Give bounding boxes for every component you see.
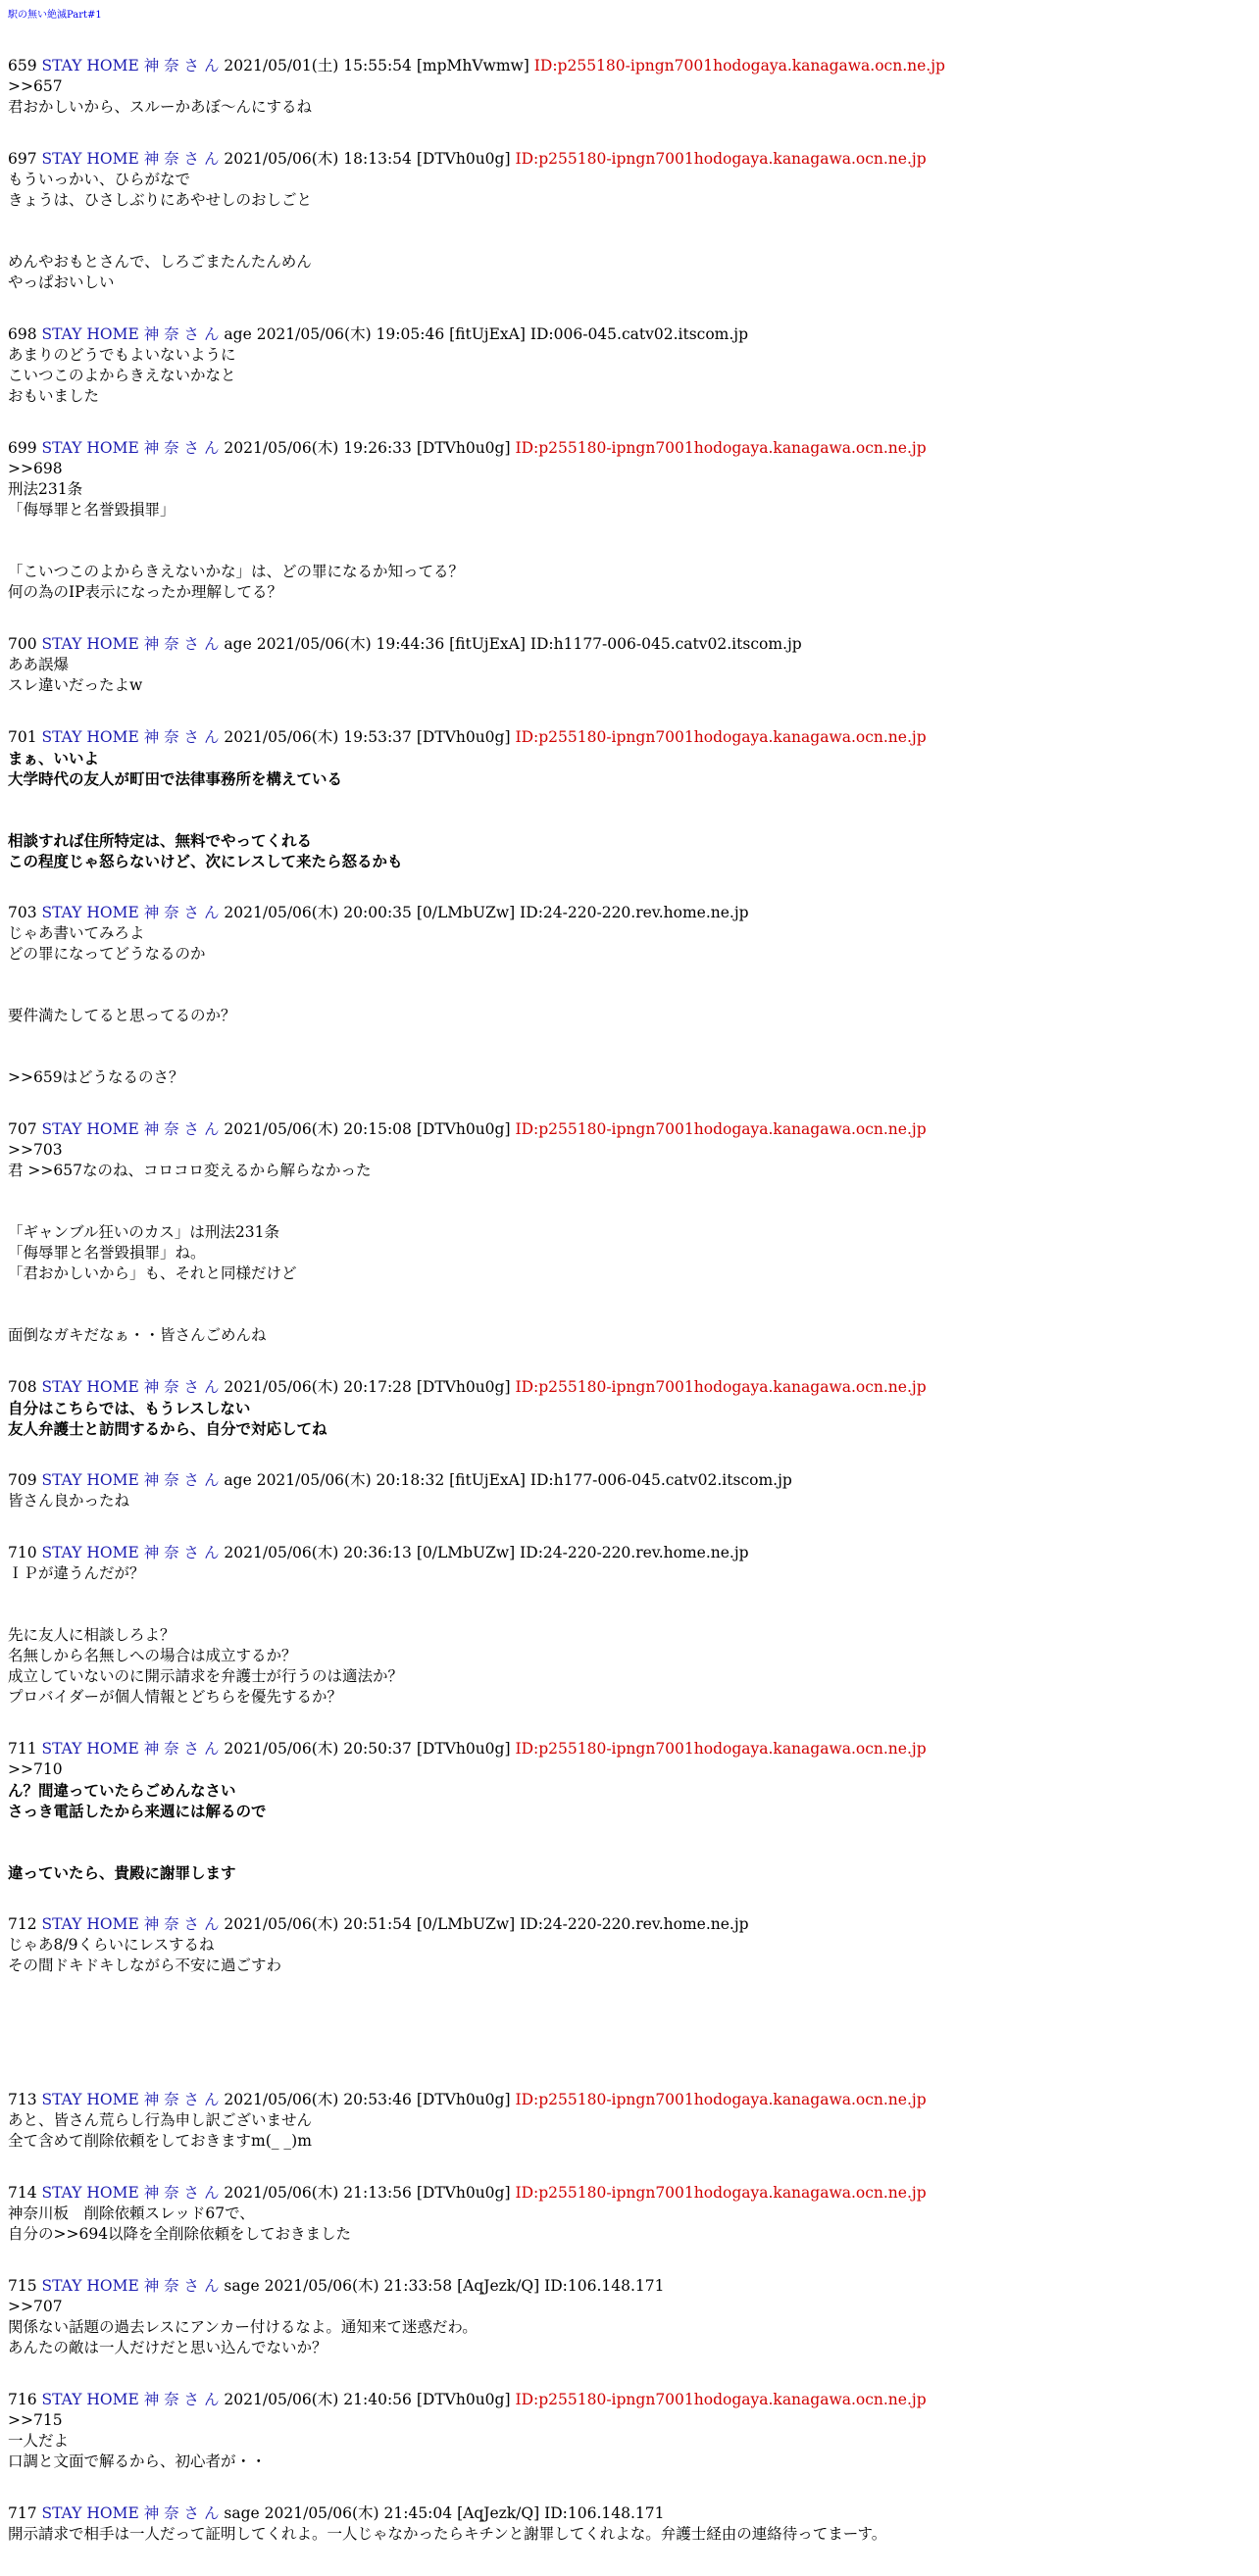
post-text-line: じゃあ書いてみろよ bbox=[8, 924, 145, 942]
post-date: 2021/05/06(木) 21:33:58 bbox=[264, 2277, 453, 2295]
post-text-line: この程度じゃ怒らないけど、次にレスして来たら怒るかも bbox=[8, 852, 403, 870]
blank-line bbox=[8, 965, 1251, 985]
post-id[interactable]: ID:p255180-ipngn7001hodogaya.kanagawa.ocn.ne.jp bbox=[515, 1378, 927, 1396]
post-text-line: 面倒なガキだなぁ・・皆さんごめんね bbox=[8, 1326, 267, 1344]
post-text-line: おもいました bbox=[8, 387, 100, 405]
reply-anchor-link[interactable]: >>703 bbox=[8, 1141, 63, 1159]
post-text-line: あと、皆さん荒らし行為申し訳ございません bbox=[8, 2111, 313, 2129]
blank-line bbox=[8, 541, 1251, 562]
blank-line bbox=[8, 1047, 1251, 1067]
post-trip: [mpMhVwmw] bbox=[416, 57, 529, 74]
post-text-line: 関係ない話題の過去レスにアンカー付けるなよ。通知来て迷惑だわ。 bbox=[8, 2318, 478, 2336]
post-text-line: 「ギャンブル狂いのカス」は刑法231条 bbox=[8, 1223, 279, 1241]
post-header bbox=[8, 2183, 1251, 2204]
post-author-name[interactable]: STAY HOME 神 奈 さ ん bbox=[41, 1471, 220, 1489]
post-header bbox=[8, 56, 1251, 76]
post-text-line: 「こいつこのよからきえないかな」は、どの罪になるか知ってる？ bbox=[8, 563, 465, 580]
post-header bbox=[8, 634, 1251, 655]
post-trip: [DTVh0u0g] bbox=[416, 1120, 511, 1138]
post-number[interactable]: 714 bbox=[8, 2184, 37, 2202]
post-author-name[interactable]: STAY HOME 神 奈 さ ん bbox=[41, 1544, 220, 1561]
post-id[interactable]: ID:h1177-006-045.catv02.itscom.jp bbox=[529, 635, 802, 653]
post-text-line: 「侮辱罪と名誉毀損罪」ね。 bbox=[8, 1244, 206, 1262]
post-date: 2021/05/06(木) 19:05:46 bbox=[256, 325, 445, 343]
blank-line bbox=[8, 1584, 1251, 1605]
post bbox=[8, 2090, 1251, 2152]
post-date: 2021/05/06(木) 20:18:32 bbox=[256, 1471, 445, 1489]
blank-line bbox=[8, 520, 1251, 541]
post-mail: sage bbox=[224, 2277, 260, 2295]
post-text-line: あんたの敵は一人だけだと思い込んでないか？ bbox=[8, 2339, 327, 2356]
post-text-line: 自分はこちらでは、もうレスしない bbox=[8, 1399, 251, 1417]
post-number[interactable]: 717 bbox=[8, 2504, 37, 2522]
blank-line bbox=[8, 1605, 1251, 1625]
post-trip: [0/LMbUZw] bbox=[416, 1915, 516, 1933]
post-header bbox=[8, 1119, 1251, 1140]
post-header bbox=[8, 1470, 1251, 1491]
post-header bbox=[8, 1377, 1251, 1398]
post-author-name[interactable]: STAY HOME 神 奈 さ ん bbox=[41, 2184, 220, 2202]
post-body bbox=[8, 1935, 1251, 2058]
post-author-name[interactable]: STAY HOME 神 奈 さ ん bbox=[41, 635, 220, 653]
post-number[interactable]: 715 bbox=[8, 2277, 37, 2295]
post-trip: [0/LMbUZw] bbox=[416, 1544, 516, 1561]
post-body bbox=[8, 1759, 1251, 1883]
post-text-line: その間ドキドキしながら不安に過ごすわ bbox=[8, 1957, 282, 1974]
post-text-line: 君 >>657なのね、コロコロ変えるから解らなかった bbox=[8, 1162, 372, 1179]
blank-line bbox=[8, 1026, 1251, 1047]
post-text-line: 要件満たしてると思ってるのか？ bbox=[8, 1007, 236, 1024]
blank-line bbox=[8, 2017, 1251, 2038]
post-text-line: >>659はどうなるのさ？ bbox=[8, 1068, 184, 1086]
post bbox=[8, 56, 1251, 118]
post-number[interactable]: 698 bbox=[8, 325, 37, 343]
post-text-line: 名無しから名無しへの場合は成立するか？ bbox=[8, 1647, 297, 1664]
post bbox=[8, 2276, 1251, 2358]
post-body bbox=[8, 2110, 1251, 2152]
post-trip: [DTVh0u0g] bbox=[416, 150, 511, 168]
reply-anchor-link[interactable]: >>710 bbox=[8, 1760, 63, 1778]
post bbox=[8, 634, 1251, 696]
post-text-line: 口調と文面で解るから、初心者が・・ bbox=[8, 2452, 267, 2470]
post-text-line: ああ誤爆 bbox=[8, 656, 70, 673]
post-trip: [DTVh0u0g] bbox=[416, 439, 511, 457]
post-mail: age bbox=[224, 325, 252, 343]
post-header bbox=[8, 149, 1251, 170]
post-body bbox=[8, 170, 1251, 293]
post-body bbox=[8, 748, 1251, 871]
post-body bbox=[8, 1563, 1251, 1708]
post-text-line: 刑法231条 bbox=[8, 480, 83, 498]
post-number[interactable]: 697 bbox=[8, 150, 37, 168]
post-author-name[interactable]: STAY HOME 神 奈 さ ん bbox=[41, 150, 220, 168]
post-body bbox=[8, 2410, 1251, 2472]
post-text-line: あまりのどうでもよいないように bbox=[8, 346, 236, 364]
post-header bbox=[8, 2390, 1251, 2410]
post-author-name[interactable]: STAY HOME 神 奈 さ ん bbox=[41, 57, 220, 74]
post-date: 2021/05/06(木) 20:36:13 bbox=[224, 1544, 412, 1561]
blank-line bbox=[8, 1821, 1251, 1842]
post-body bbox=[8, 2524, 1251, 2545]
post-trip: [fitUjExA] bbox=[449, 1471, 526, 1489]
post-header bbox=[8, 2503, 1251, 2524]
post-number[interactable]: 712 bbox=[8, 1915, 37, 1933]
post-trip: [DTVh0u0g] bbox=[416, 1378, 511, 1396]
post-id[interactable]: ID:p255180-ipngn7001hodogaya.kanagawa.ocn.ne.jp bbox=[515, 1120, 927, 1138]
post-number[interactable]: 713 bbox=[8, 2091, 37, 2108]
post-id[interactable]: ID:106.148.171 bbox=[544, 2277, 665, 2295]
post-trip: [DTVh0u0g] bbox=[416, 2391, 511, 2408]
post-text-line: 開示請求で相手は一人だって証明してくれよ。一人じゃなかったらキチンと謝罪してくれよな。弁護士経由の連絡待ってまーす。 bbox=[8, 2525, 887, 2543]
post-text-line: 自分の>>694以降を全削除依頼をしておきました bbox=[8, 2225, 352, 2243]
blank-line bbox=[8, 1181, 1251, 1202]
post-date: 2021/05/06(木) 19:44:36 bbox=[256, 635, 445, 653]
post-id[interactable]: ID:p255180-ipngn7001hodogaya.kanagawa.ocn.ne.jp bbox=[515, 439, 927, 457]
post-date: 2021/05/06(木) 20:53:46 bbox=[224, 2091, 412, 2108]
blank-line bbox=[8, 810, 1251, 830]
post-author-name[interactable]: STAY HOME 神 奈 さ ん bbox=[41, 1915, 220, 1933]
post-id[interactable]: ID:p255180-ipngn7001hodogaya.kanagawa.ocn.ne.jp bbox=[515, 2184, 927, 2202]
post-text-line: ん？間違っていたらごめんなさい bbox=[8, 1781, 236, 1800]
post-header bbox=[8, 1543, 1251, 1563]
post-body bbox=[8, 1398, 1251, 1439]
post-text-line: 神奈川板 削除依頼スレッド67で、 bbox=[8, 2204, 255, 2222]
post-id[interactable]: ID:24-220-220.rev.home.ne.jp bbox=[520, 1544, 749, 1561]
post-author-name[interactable]: STAY HOME 神 奈 さ ん bbox=[41, 2391, 220, 2408]
post-author-name[interactable]: STAY HOME 神 奈 さ ん bbox=[41, 1120, 220, 1138]
post-text-line: スレ違いだったよw bbox=[8, 676, 143, 694]
post-text-line: まぁ、いいよ bbox=[8, 749, 100, 768]
post-trip: [fitUjExA] bbox=[449, 635, 526, 653]
post-date: 2021/05/06(木) 20:15:08 bbox=[224, 1120, 412, 1138]
reply-anchor-link[interactable]: >>698 bbox=[8, 460, 63, 477]
post-body bbox=[8, 2204, 1251, 2245]
post-date: 2021/05/06(木) 19:53:37 bbox=[224, 728, 412, 746]
post-number[interactable]: 700 bbox=[8, 635, 37, 653]
post-trip: [AqJezk/Q] bbox=[457, 2277, 540, 2295]
blank-line bbox=[8, 2038, 1251, 2058]
post-id[interactable]: ID:p255180-ipngn7001hodogaya.kanagawa.ocn.ne.jp bbox=[515, 150, 927, 168]
post-body bbox=[8, 345, 1251, 407]
post-text-line: 先に友人に相談しろよ？ bbox=[8, 1626, 176, 1644]
post-number[interactable]: 703 bbox=[8, 904, 37, 921]
post-body bbox=[8, 655, 1251, 696]
post-date: 2021/05/06(木) 21:13:56 bbox=[224, 2184, 412, 2202]
post-author-name[interactable]: STAY HOME 神 奈 さ ん bbox=[41, 439, 220, 457]
post-text-line: きょうは、ひさしぶりにあやせしのおしごと bbox=[8, 191, 313, 209]
post-text-line: 一人だよ bbox=[8, 2432, 70, 2450]
post-date: 2021/05/06(木) 19:26:33 bbox=[224, 439, 412, 457]
post-text-line: もういっかい、ひらがなで bbox=[8, 171, 191, 188]
post-header bbox=[8, 1739, 1251, 1759]
reply-anchor-link[interactable]: >>707 bbox=[8, 2298, 63, 2315]
post-number[interactable]: 710 bbox=[8, 1544, 37, 1561]
blank-line bbox=[8, 1305, 1251, 1325]
post-author-name[interactable]: STAY HOME 神 奈 さ ん bbox=[41, 2091, 220, 2108]
post-date: 2021/05/06(木) 21:40:56 bbox=[224, 2391, 412, 2408]
post-number[interactable]: 709 bbox=[8, 1471, 37, 1489]
post-body bbox=[8, 2297, 1251, 2358]
post-trip: [DTVh0u0g] bbox=[416, 2184, 511, 2202]
post-number[interactable]: 716 bbox=[8, 2391, 37, 2408]
post-text-line: 大学時代の友人が町田で法律事務所を構えている bbox=[8, 769, 343, 788]
post-text-line: 君おかしいから、スルーかあぼ～んにするね bbox=[8, 98, 313, 116]
post-text-line: 違っていたら、貴殿に謝罪します bbox=[8, 1863, 236, 1882]
post-list bbox=[8, 56, 1251, 2545]
post-date: 2021/05/06(木) 20:17:28 bbox=[224, 1378, 412, 1396]
post bbox=[8, 1119, 1251, 1346]
blank-line bbox=[8, 1976, 1251, 1997]
post bbox=[8, 2390, 1251, 2472]
post-text-line: 友人弁護士と訪問するから、自分で対応してね bbox=[8, 1419, 327, 1438]
blank-line bbox=[8, 1997, 1251, 2017]
post-text-line: 相談すれば住所特定は、無料でやってくれる bbox=[8, 831, 313, 850]
post-header bbox=[8, 903, 1251, 923]
post-text-line: じゃあ8/9くらいにレスするね bbox=[8, 1936, 215, 1954]
post-id[interactable]: ID:24-220-220.rev.home.ne.jp bbox=[520, 1915, 749, 1933]
post bbox=[8, 438, 1251, 603]
post-author-name[interactable]: STAY HOME 神 奈 さ ん bbox=[41, 325, 220, 343]
blank-line bbox=[8, 1842, 1251, 1862]
post-author-name[interactable]: STAY HOME 神 奈 さ ん bbox=[41, 728, 220, 746]
post-text-line: やっぱおいしい bbox=[8, 273, 115, 291]
post-author-name[interactable]: STAY HOME 神 奈 さ ん bbox=[41, 2277, 220, 2295]
post-id[interactable]: ID:p255180-ipngn7001hodogaya.kanagawa.ocn.ne.jp bbox=[515, 1740, 927, 1758]
post-trip: [DTVh0u0g] bbox=[416, 1740, 511, 1758]
post-header bbox=[8, 324, 1251, 345]
post-mail: age bbox=[224, 635, 252, 653]
post-body bbox=[8, 459, 1251, 603]
post-date: 2021/05/06(木) 21:45:04 bbox=[264, 2504, 453, 2522]
post bbox=[8, 2503, 1251, 2545]
post-date: 2021/05/06(木) 20:51:54 bbox=[224, 1915, 412, 1933]
post bbox=[8, 727, 1251, 871]
post bbox=[8, 1543, 1251, 1708]
post-id[interactable]: ID:h177-006-045.catv02.itscom.jp bbox=[529, 1471, 792, 1489]
post-date: 2021/05/06(木) 20:00:35 bbox=[224, 904, 412, 921]
reply-anchor-link[interactable]: >>657 bbox=[8, 77, 63, 95]
post-number[interactable]: 701 bbox=[8, 728, 37, 746]
post-text-line: 何の為のIP表示になったか理解してる？ bbox=[8, 583, 283, 601]
post-text-line: 皆さん良かったね bbox=[8, 1492, 130, 1510]
post bbox=[8, 149, 1251, 293]
post-id[interactable]: ID:24-220-220.rev.home.ne.jp bbox=[520, 904, 749, 921]
post-body bbox=[8, 76, 1251, 118]
post-id[interactable]: ID:006-045.catv02.itscom.jp bbox=[529, 325, 749, 343]
post-text-line: プロバイダーが個人情報とどちらを優先するか？ bbox=[8, 1688, 343, 1706]
post-number[interactable]: 699 bbox=[8, 439, 37, 457]
post bbox=[8, 1377, 1251, 1439]
post-number[interactable]: 707 bbox=[8, 1120, 37, 1138]
post bbox=[8, 324, 1251, 407]
post-header bbox=[8, 727, 1251, 748]
post-body bbox=[8, 923, 1251, 1088]
blank-line bbox=[8, 985, 1251, 1006]
post-header bbox=[8, 1914, 1251, 1935]
post-text-line: どの罪になってどうなるのか bbox=[8, 945, 206, 963]
post-date: 2021/05/01(土) 15:55:54 bbox=[224, 57, 412, 74]
blank-line bbox=[8, 231, 1251, 252]
post-number[interactable]: 711 bbox=[8, 1740, 37, 1758]
post-author-name[interactable]: STAY HOME 神 奈 さ ん bbox=[41, 904, 220, 921]
post bbox=[8, 1470, 1251, 1511]
post-header bbox=[8, 2276, 1251, 2297]
blank-line bbox=[8, 789, 1251, 810]
post-id[interactable]: ID:106.148.171 bbox=[544, 2504, 665, 2522]
post-text-line: ＩＰが違うんだが？ bbox=[8, 1564, 145, 1582]
post-author-name[interactable]: STAY HOME 神 奈 さ ん bbox=[41, 1378, 220, 1396]
thread-title-link[interactable]: 駅の無い絶滅Part#1 bbox=[8, 10, 102, 21]
post-header bbox=[8, 438, 1251, 459]
post-body bbox=[8, 1140, 1251, 1346]
post-text-line: さっき電話したから来週には解るので bbox=[8, 1802, 267, 1820]
blank-line bbox=[8, 211, 1251, 231]
post-trip: [fitUjExA] bbox=[449, 325, 526, 343]
post-trip: [0/LMbUZw] bbox=[416, 904, 516, 921]
reply-anchor-link[interactable]: >>715 bbox=[8, 2411, 63, 2429]
post-trip: [DTVh0u0g] bbox=[416, 728, 511, 746]
post bbox=[8, 1739, 1251, 1883]
post-date: 2021/05/06(木) 20:50:37 bbox=[224, 1740, 412, 1758]
post bbox=[8, 2183, 1251, 2245]
blank-line bbox=[8, 1202, 1251, 1222]
post bbox=[8, 903, 1251, 1088]
post-text-line: 成立していないのに開示請求を弁護士が行うのは適法か？ bbox=[8, 1667, 404, 1685]
post-mail: sage bbox=[224, 2504, 260, 2522]
post-date: 2021/05/06(木) 18:13:54 bbox=[224, 150, 412, 168]
post-header bbox=[8, 2090, 1251, 2110]
post-number[interactable]: 708 bbox=[8, 1378, 37, 1396]
blank-line bbox=[8, 1284, 1251, 1305]
post bbox=[8, 1914, 1251, 2058]
post-id[interactable]: ID:p255180-ipngn7001hodogaya.kanagawa.ocn.ne.jp bbox=[515, 728, 927, 746]
post-trip: [DTVh0u0g] bbox=[416, 2091, 511, 2108]
post-mail: age bbox=[224, 1471, 252, 1489]
post-text-line: こいつこのよからきえないかなと bbox=[8, 367, 236, 384]
post-text-line: 「君おかしいから」も、それと同様だけど bbox=[8, 1264, 297, 1282]
post-id[interactable]: ID:p255180-ipngn7001hodogaya.kanagawa.ocn.ne.jp bbox=[515, 2391, 927, 2408]
post-number[interactable]: 659 bbox=[8, 57, 37, 74]
post-text-line: 「侮辱罪と名誉毀損罪」 bbox=[8, 501, 176, 519]
post-author-name[interactable]: STAY HOME 神 奈 さ ん bbox=[41, 1740, 220, 1758]
post-text-line: 全て含めて削除依頼をしておきますm(_ _)m bbox=[8, 2132, 312, 2150]
post-trip: [AqJezk/Q] bbox=[457, 2504, 540, 2522]
post-id[interactable]: ID:p255180-ipngn7001hodogaya.kanagawa.ocn.ne.jp bbox=[515, 2091, 927, 2108]
post-author-name[interactable]: STAY HOME 神 奈 さ ん bbox=[41, 2504, 220, 2522]
post-text-line: めんやおもとさんで、しろごまたんたんめん bbox=[8, 253, 312, 271]
post-id[interactable]: ID:p255180-ipngn7001hodogaya.kanagawa.ocn.ne.jp bbox=[533, 57, 945, 74]
post-body bbox=[8, 1491, 1251, 1511]
